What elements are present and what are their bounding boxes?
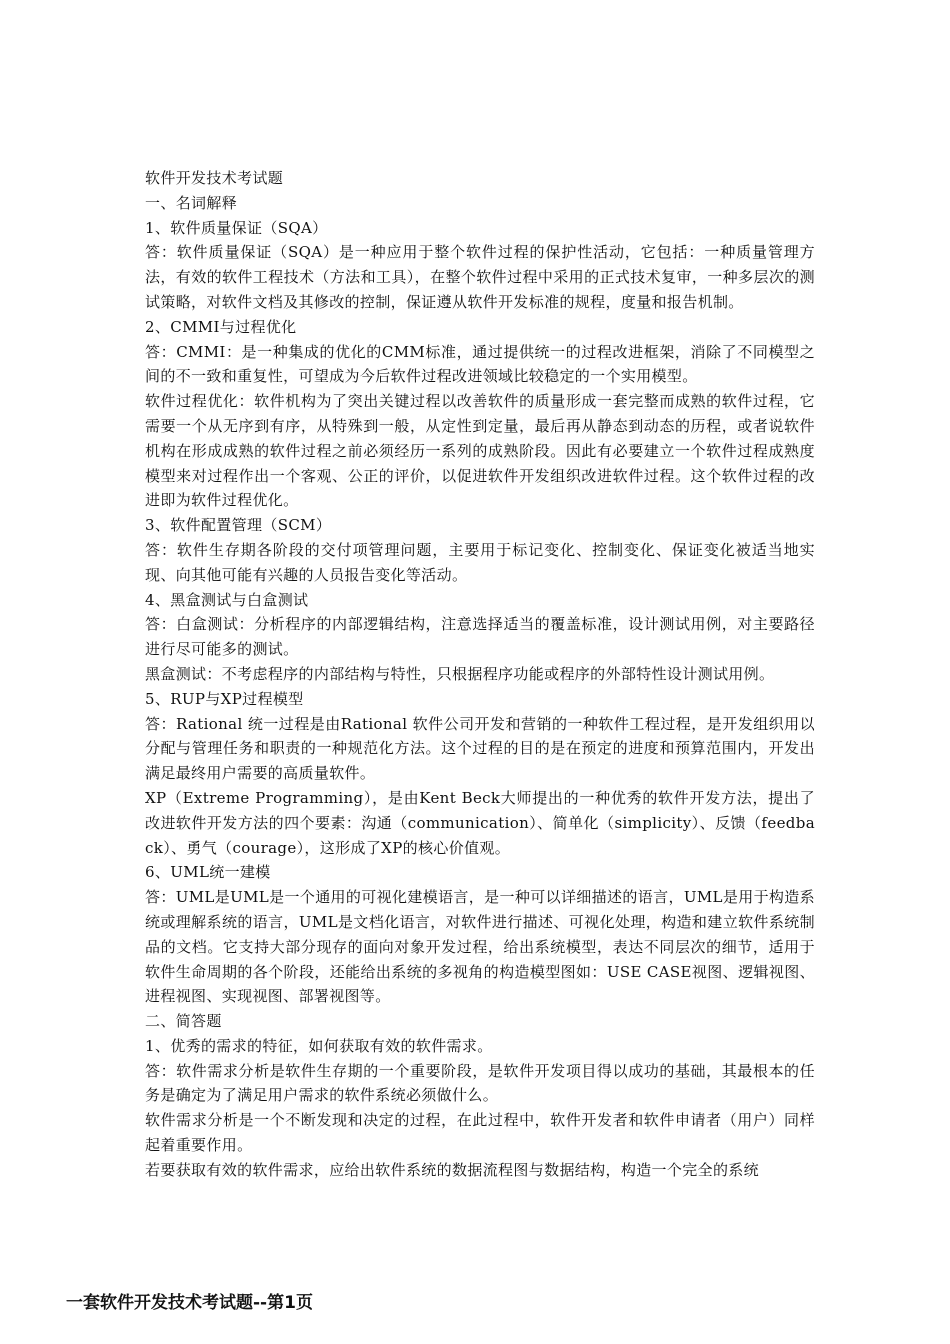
- answer-paragraph: 软件过程优化：软件机构为了突出关键过程以改善软件的质量形成一套完整而成熟的软件过程，它需要一个从无序到有序，从特殊到一般，从定性到定量，最后再从静态到动态的历程，或者说软件机构在形成成熟的软件过程之前必须经历一系列的成熟阶段。因此有必要建立一个软件过程成熟度模型来对过程作出一个客观、公正的评价，以促进软件开发组织改进软件过程。这个软件过程的改进即为软件过程优化。: [145, 392, 815, 510]
- term-heading: 2、CMMI与过程优化: [145, 317, 297, 336]
- page-footer: 一套软件开发技术考试题--第1页: [66, 1293, 313, 1313]
- answer-paragraph: 答：白盒测试：分析程序的内部逻辑结构，注意选择适当的覆盖标准，设计测试用例，对主要路径进行尽可能多的测试。: [145, 615, 815, 659]
- document-body: [145, 166, 815, 1183]
- answer-paragraph: 答：UML是UML是一个通用的可视化建模语言，是一种可以详细描述的语言，UML是用于构造系统或理解系统的语言，UML是文档化语言，对软件进行描述、可视化处理，构造和建立软件系统制品的文档。它支持大部分现存的面向对象开发过程，给出系统模型，表达不同层次的细节，适用于软件生命周期的各个阶段，还能给出系统的多视角的构造模型图如：USE CASE视图、逻辑视图、进程视图、实现视图、部署视图等。: [145, 888, 815, 1006]
- term-heading: 1、软件质量保证（SQA）: [145, 218, 328, 237]
- section-heading: 一、名词解释: [145, 193, 238, 212]
- section-heading: 二、简答题: [145, 1012, 222, 1031]
- answer-paragraph: 黑盒测试：不考虑程序的内部结构与特性，只根据程序功能或程序的外部特性设计测试用例。: [145, 664, 775, 683]
- answer-paragraph: XP（Extreme Programming），是由Kent Beck大师提出的一种优秀的软件开发方法，提出了改进软件开发方法的四个要素：沟通（communication）、简单化（simplicity）、反馈（feedback）、勇气（courage），这形成了XP的核心价值观。: [145, 788, 815, 857]
- term-heading: 3、软件配置管理（SCM）: [145, 516, 332, 535]
- doc-title: 软件开发技术考试题: [145, 169, 284, 187]
- answer-paragraph: 答：CMMI：是一种集成的优化的CMM标准，通过提供统一的过程改进框架，消除了不同模型之间的不一致和重复性，可望成为今后软件过程改进领域比较稳定的一个实用模型。: [145, 342, 815, 386]
- question-heading: 1、优秀的需求的特征，如何获取有效的软件需求。: [145, 1036, 493, 1055]
- term-heading: 6、UML统一建模: [145, 863, 271, 882]
- answer-paragraph: 若要获取有效的软件需求，应给出软件系统的数据流程图与数据结构，构造一个完全的系统: [145, 1160, 760, 1179]
- answer-paragraph: 答：软件质量保证（SQA）是一种应用于整个软件过程的保护性活动，它包括：一种质量管理方法，有效的软件工程技术（方法和工具），在整个软件过程中采用的正式技术复审，一种多层次的测试策略，对软件文档及其修改的控制，保证遵从软件开发标准的规程，度量和报告机制。: [145, 243, 815, 311]
- term-heading: 4、黑盒测试与白盒测试: [145, 590, 309, 609]
- answer-paragraph: 答：软件生存期各阶段的交付项管理问题，主要用于标记变化、控制变化、保证变化被适当地实现、向其他可能有兴趣的人员报告变化等活动。: [145, 540, 815, 584]
- answer-paragraph: 答：Rational 统一过程是由Rational 软件公司开发和营销的一种软件工程过程，是开发组织用以分配与管理任务和职责的一种规范化方法。这个过程的目的是在预定的进度和预算范围内，开发出满足最终用户需要的高质量软件。: [145, 714, 815, 783]
- answer-paragraph: 软件需求分析是一个不断发现和决定的过程，在此过程中，软件开发者和软件申请者（用户）同样起着重要作用。: [145, 1111, 815, 1155]
- answer-paragraph: 答：软件需求分析是软件生存期的一个重要阶段，是软件开发项目得以成功的基础，其最根本的任务是确定为了满足用户需求的软件系统必须做什么。: [145, 1061, 815, 1105]
- term-heading: 5、RUP与XP过程模型: [145, 689, 304, 708]
